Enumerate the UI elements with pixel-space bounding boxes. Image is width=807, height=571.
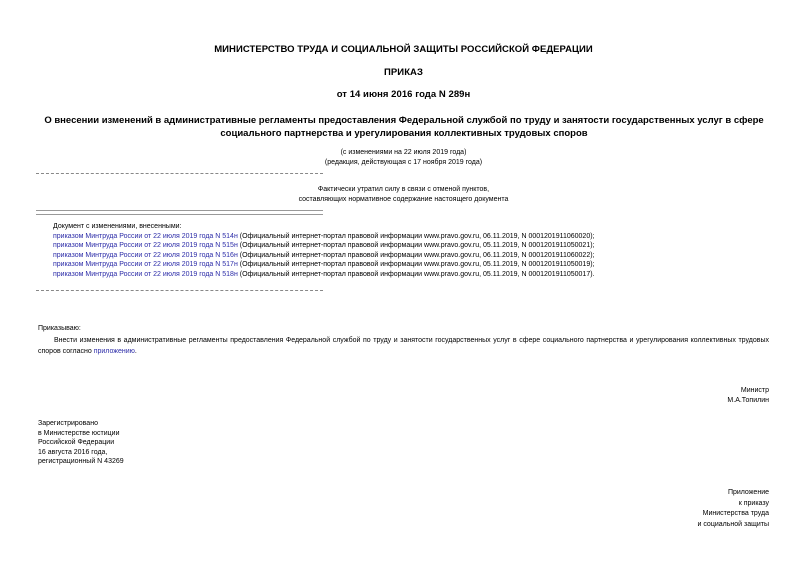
amendment-item [53,260,793,270]
amendment-source: (Официальный интернет-портал правовой информации www.pravo.gov.ru, 05.11.2019, N 0001201911050017). [237,270,595,278]
separator-line [36,210,323,211]
amendments-block [53,222,793,279]
amendment-item [53,232,793,242]
registration-line: регистрационный N 43269 [38,458,124,465]
amendment-link[interactable]: приказом Минтруда России от 22 июля 2019 года N 518н [53,270,238,278]
registration-block [38,419,124,467]
order-text-main: Внести изменения в административные регламенты предоставления Федеральной службой по труду и занятости государственных услуг в сфере социального партнерства и урегулирования коллективных трудовых споров согласно [38,337,769,355]
edition-revision: (редакция, действующая с 17 ноября 2019 года) [324,159,483,166]
appendix-link[interactable]: приложению [93,348,135,355]
amendment-item [53,251,793,261]
amendment-link[interactable]: приказом Минтруда России от 22 июля 2019 года N 514н [53,232,238,240]
amendment-source: (Официальный интернет-портал правовой информации www.pravo.gov.ru, 06.11.2019, N 0001201911060022); [237,251,595,259]
amendment-item [53,241,793,251]
amendment-link[interactable]: приказом Минтруда России от 22 июля 2019 года N 517н [53,261,238,268]
notice-line-1: Фактически утратил силу в связи с отменой пунктов, [317,186,490,193]
registration-line: 16 августа 2016 года, [38,448,108,456]
registration-line: в Министерстве юстиции [38,429,120,437]
amendment-source: (Официальный интернет-портал правовой информации www.pravo.gov.ru, 06.11.2019, N 0001201911060020); [237,232,595,240]
doc-type: ПРИКАЗ [384,67,423,78]
registration-line: Российской Федерации [38,439,115,446]
signature-position: Министр [740,387,769,394]
appendix-block [698,488,770,530]
amendment-link[interactable]: приказом Минтруда России от 22 июля 2019 года N 515н [53,242,238,249]
appendix-line: к приказу [738,499,769,507]
amendment-link[interactable]: приказом Минтруда России от 22 июля 2019 года N 516н [53,251,238,259]
amendment-source: (Официальный интернет-портал правовой информации www.pravo.gov.ru, 05.11.2019, N 0001201911050021); [237,242,595,249]
amendments-heading: Документ с изменениями, внесенными: [53,223,182,230]
order-text [38,335,769,357]
notice-line-2: составляющих нормативное содержание настоящего документа [298,196,509,203]
doc-date: от 14 июня 2016 года N 289н [336,89,471,100]
order-command: Приказываю: [38,325,81,332]
signature-block [727,386,769,405]
signature-name: М.А.Топилин [727,396,769,404]
ministry-name: МИНИСТЕРСТВО ТРУДА И СОЦИАЛЬНОЙ ЗАЩИТЫ РОССИЙСКОЙ ФЕДЕРАЦИИ [214,44,593,55]
appendix-line: Приложение [727,489,769,496]
amendment-item [53,270,793,280]
separator-line [36,173,323,174]
appendix-line: Министерства труда [702,510,769,517]
separator-line [36,214,323,215]
registration-line: Зарегистрировано [38,420,98,427]
separator-line [36,290,323,291]
edition-changes: (с изменениями на 22 июля 2019 года) [340,149,467,156]
amendment-source: (Официальный интернет-портал правовой информации www.pravo.gov.ru, 05.11.2019, N 0001201911050019); [237,261,595,268]
appendix-line: и социальной защиты [697,520,769,528]
page-title: О внесении изменений в административные регламенты предоставления Федеральной службой по труду и занятости государственных услуг в сфере социального партнерства и урегулирования коллективных трудовых споров [44,115,764,139]
order-text-end: . [134,348,137,355]
